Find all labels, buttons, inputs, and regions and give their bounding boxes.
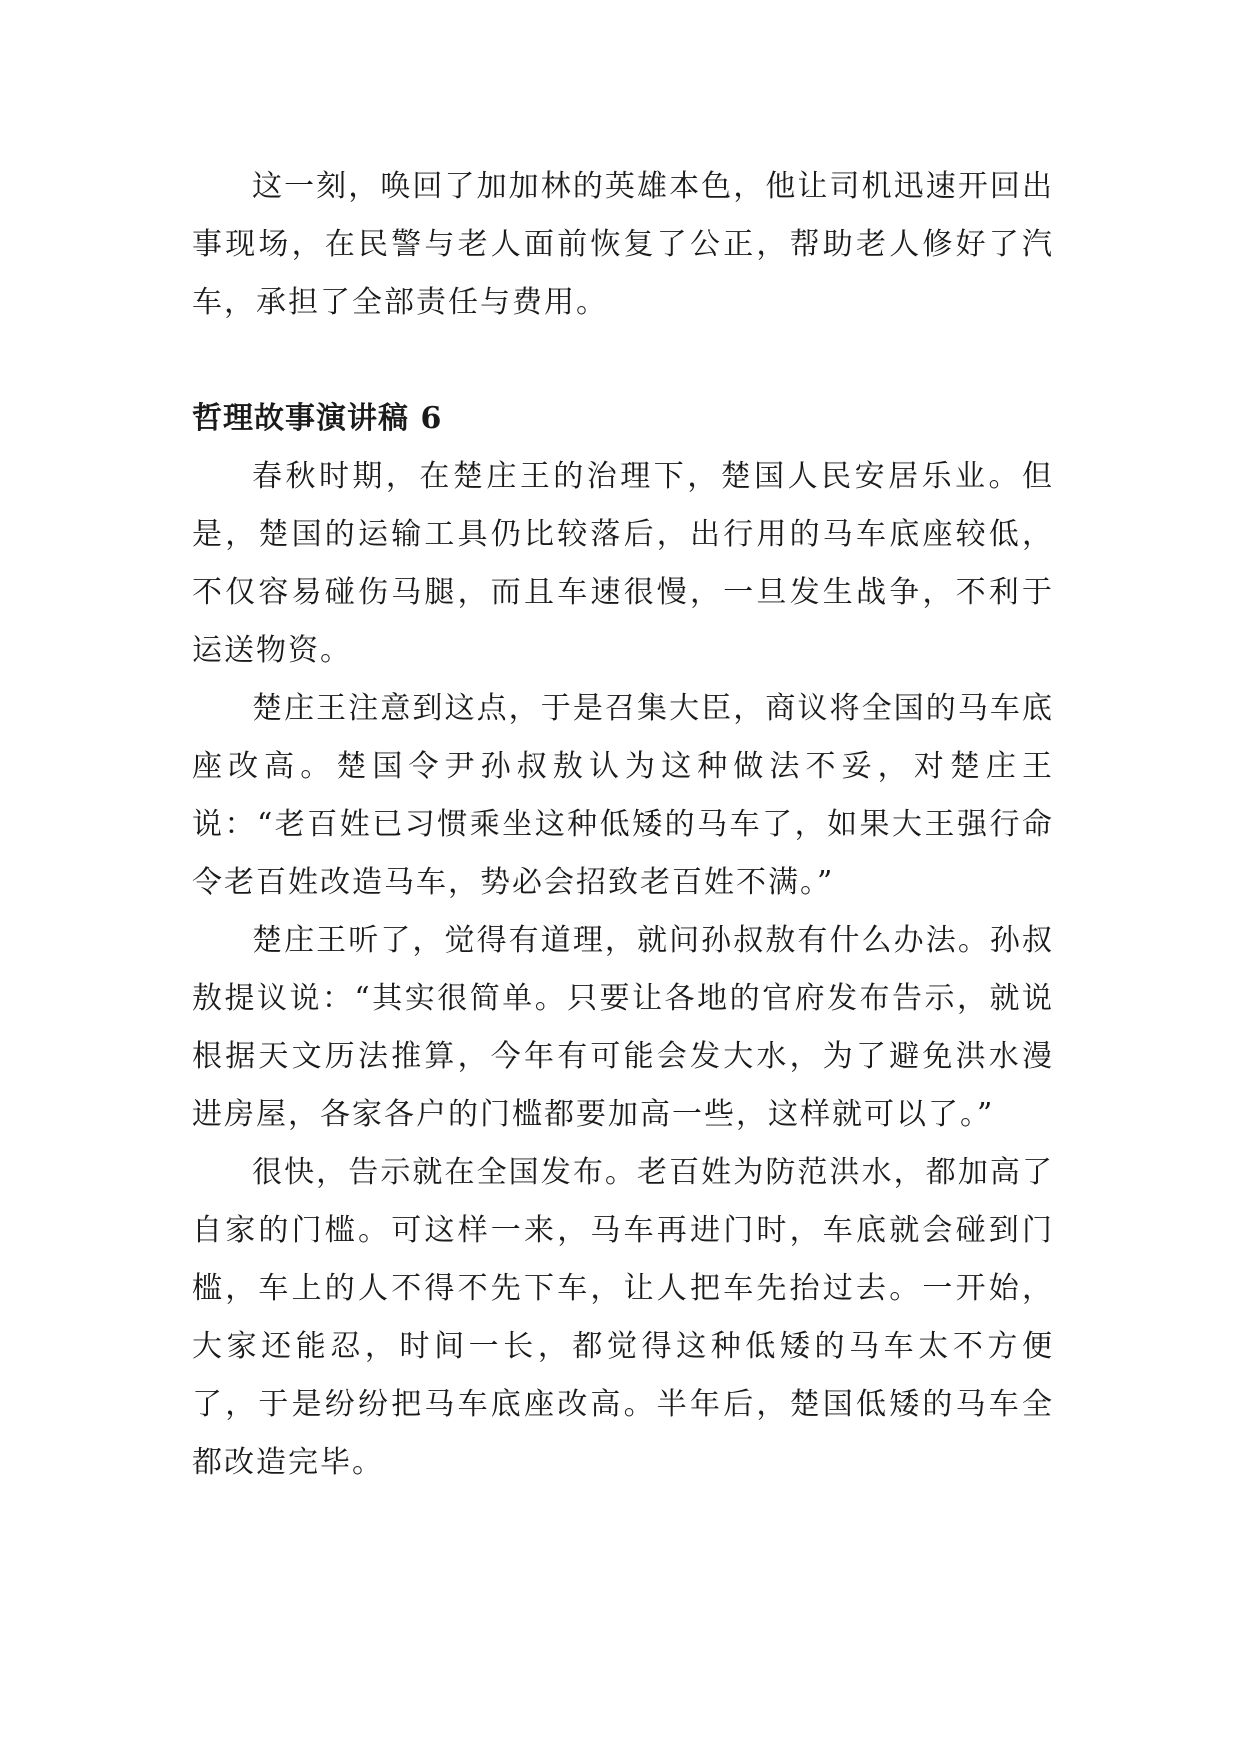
story-paragraph-4: 很快，告示就在全国发布。老百姓为防范洪水，都加高了自家的门槛。可这样一来，马车再进门时，车底就会碰到门槛，车上的人不得不先下车，让人把车先抬过去。一开始，大家还能忍，时间一长，都觉得这种低矮的马车太不方便了，于是纷纷把马车底座改高。半年后，楚国低矮的马车全都改造完毕。 bbox=[192, 1155, 1054, 1480]
section-title: 哲理故事演讲稿 6 bbox=[192, 401, 443, 436]
story-paragraph-3: 楚庄王听了，觉得有道理，就问孙叔敖有什么办法。孙叔敖提议说：“其实很简单。只要让各地的官府发布告示，就说根据天文历法推算，今年有可能会发大水，为了避免洪水漫进房屋，各家各户的门槛都要加高一些，这样就可以了。” bbox=[192, 923, 1054, 1132]
intro-paragraph: 这一刻，唤回了加加林的英雄本色，他让司机迅速开回出事现场，在民警与老人面前恢复了公正，帮助老人修好了汽车，承担了全部责任与费用。 bbox=[192, 169, 1054, 320]
document-body bbox=[192, 158, 1054, 1492]
story-paragraph-1: 春秋时期，在楚庄王的治理下，楚国人民安居乐业。但是，楚国的运输工具仍比较落后，出行用的马车底座较低，不仅容易碰伤马腿，而且车速很慢，一旦发生战争，不利于运送物资。 bbox=[192, 459, 1054, 668]
story-paragraph-2: 楚庄王注意到这点，于是召集大臣，商议将全国的马车底座改高。楚国令尹孙叔敖认为这种做法不妥，对楚庄王说：“老百姓已习惯乘坐这种低矮的马车了，如果大王强行命令老百姓改造马车，势必会招致老百姓不满。” bbox=[192, 691, 1054, 900]
